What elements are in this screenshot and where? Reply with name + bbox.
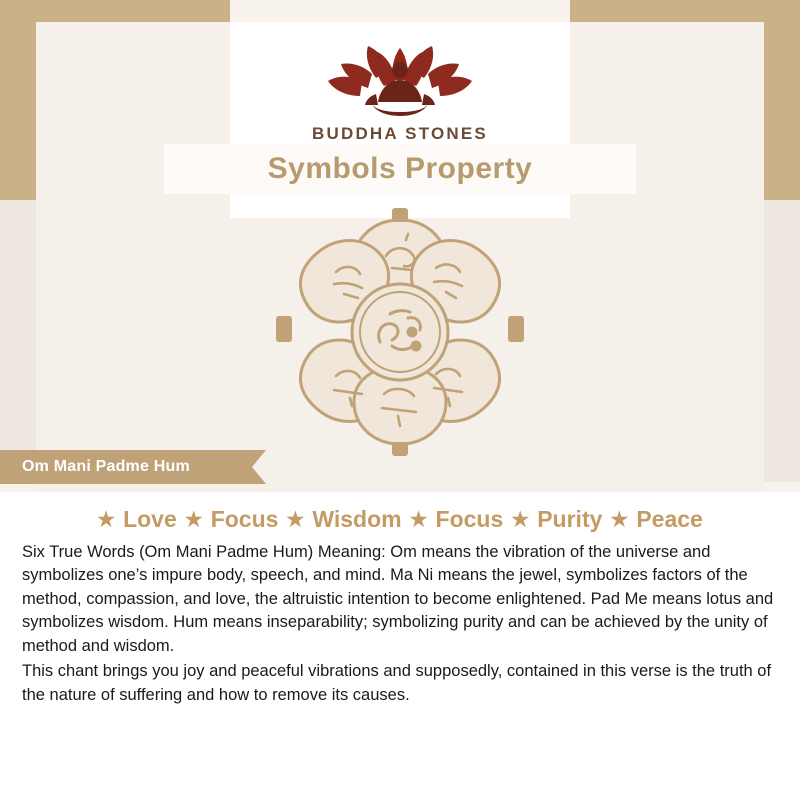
keyword-peace: Peace [636,506,703,532]
brand-logo [0,26,800,144]
keyword-focus-2: Focus [435,506,504,532]
keyword-wisdom: Wisdom [312,506,402,532]
mantra-ribbon-notch [252,450,266,484]
star-icon: ★ [286,509,305,531]
star-icon: ★ [610,509,629,531]
corner-decoration-top-left-horizontal [0,0,230,22]
description-text [22,541,778,707]
description-paragraph-1: Six True Words (Om Mani Padme Hum) Meaning: Om means the vibration of the universe and symbolizes one’s impure body, speech, and mind. Ma Ni means the jewel, symbolizes factors of the method, compassion, and love, the altruistic intention to become enlightened. Pad Me means lotus and symbolizes wisdom. Hum means inseparability; symbolizing purity and can be achieved by the unity of method and wisdom. [22,543,774,655]
star-icon: ★ [184,509,203,531]
description-paragraph-2: This chant brings you joy and peaceful vibrations and supposedly, contained in this verse is the truth of the nature of suffering and how to remove its causes. [22,662,772,704]
star-icon: ★ [97,509,116,531]
description-section [0,492,800,800]
section-title-bar [164,144,636,194]
keyword-love: Love [123,506,177,532]
corner-decoration-top-right-horizontal [570,0,800,22]
mantra-ribbon-label: Om Mani Padme Hum [22,458,190,475]
star-icon: ★ [409,509,428,531]
keyword-focus-1: Focus [210,506,279,532]
keyword-purity: Purity [537,506,603,532]
mantra-ribbon [0,450,252,484]
page-title: Symbols Property [267,152,533,185]
mandala-illustration [0,206,800,463]
lotus-meditation-icon [310,26,490,122]
brand-name: BUDDHA STONES [312,124,488,143]
star-icon: ★ [511,509,530,531]
keyword-list [0,492,800,533]
om-mani-padme-hum-mandala-icon [240,206,560,458]
